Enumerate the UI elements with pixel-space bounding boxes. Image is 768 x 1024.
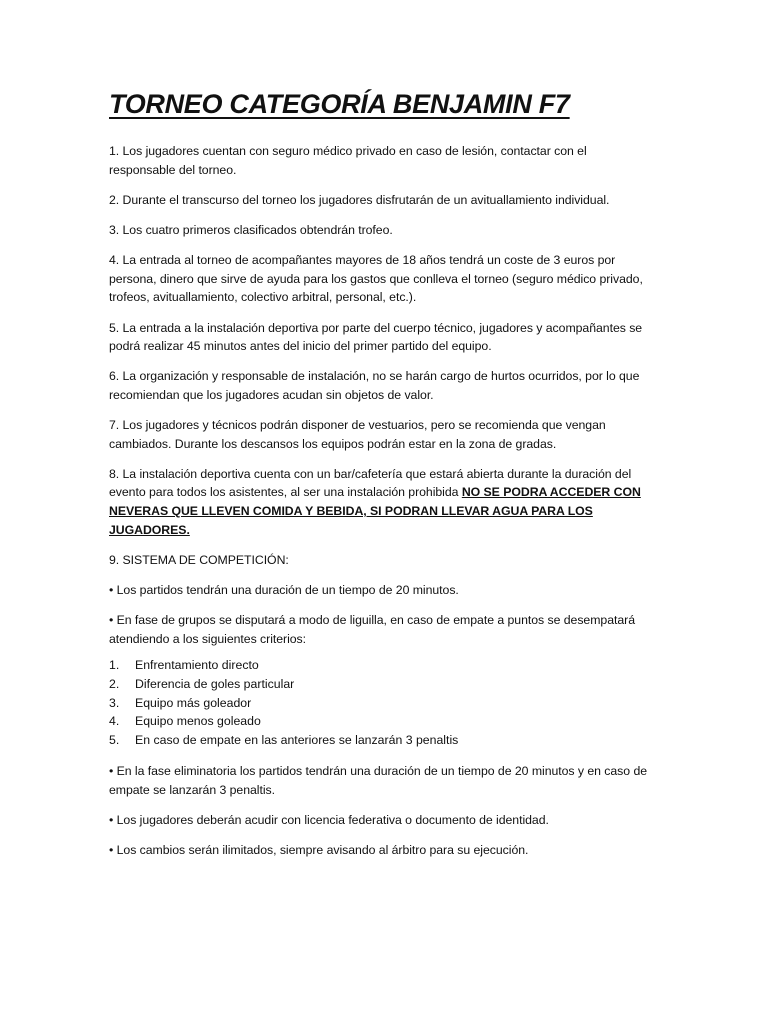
rule-5: 5. La entrada a la instalación deportiva por parte del cuerpo técnico, jugadores y acompañantes se podrá realizar 45 minutos antes del inicio del primer partido del equipo. bbox=[109, 320, 643, 354]
list-item bbox=[109, 656, 654, 675]
rule-8-emphasis: NO SE PODRA ACCEDER CON NEVERAS QUE LLEVEN COMIDA Y BEBIDA, SI PODRAN LLEVAR AGUA PARA LOS JUGADORES. bbox=[109, 485, 641, 537]
rule-6: 6. La organización y responsable de instalación, no se harán cargo de hurtos ocurridos, por lo que recomiendan que los jugadores acudan sin objetos de valor. bbox=[109, 369, 640, 402]
rule-4: 4. La entrada al torneo de acompañantes mayores de 18 años tendrá un coste de 3 euros por persona, dinero que sirve de ayuda para los gastos que conlleva el torneo (seguro médico privado, trofeos, avituallamiento, colectivo arbitral, personal, etc.). bbox=[109, 253, 643, 305]
list-number: 4. bbox=[109, 714, 120, 729]
list-number: 2. bbox=[109, 676, 120, 691]
list-text: Diferencia de goles particular bbox=[135, 676, 295, 691]
rule-8 bbox=[109, 465, 654, 539]
list-text: Equipo más goleador bbox=[135, 695, 252, 710]
list-text: Enfrentamiento directo bbox=[135, 658, 259, 672]
list-item bbox=[109, 694, 654, 713]
bullet-changes: • Los cambios serán ilimitados, siempre avisando al árbitro para su ejecución. bbox=[109, 842, 529, 857]
list-text: En caso de empate en las anteriores se lanzarán 3 penaltis bbox=[135, 733, 459, 748]
tiebreak-criteria-list bbox=[109, 656, 654, 750]
rule-8-text: 8. La instalación deportiva cuenta con un bar/cafetería que estará abierta durante la duración del evento para todos los asistentes, al ser una instalación prohibida bbox=[109, 466, 632, 500]
list-number: 1. bbox=[109, 658, 120, 672]
document-title: TORNEO CATEGORÍA BENJAMIN F7 bbox=[109, 89, 570, 119]
list-item bbox=[109, 675, 654, 694]
rule-1: 1. Los jugadores cuentan con seguro médico privado en caso de lesión, contactar con el responsable del torneo. bbox=[109, 144, 587, 177]
section-9-heading: 9. SISTEMA DE COMPETICIÓN: bbox=[109, 552, 289, 567]
list-number: 3. bbox=[109, 695, 120, 710]
list-item bbox=[109, 712, 654, 731]
bullet-license: • Los jugadores deberán acudir con licencia federativa o documento de identidad. bbox=[109, 812, 549, 827]
rule-7: 7. Los jugadores y técnicos podrán disponer de vestuarios, pero se recomienda que vengan cambiados. Durante los descansos los equipos podrán estar en la zona de gradas. bbox=[109, 418, 606, 451]
bullet-knockout: • En la fase eliminatoria los partidos tendrán una duración de un tiempo de 20 minutos y en caso de empate se lanzarán 3 penaltis. bbox=[109, 763, 648, 797]
document-page bbox=[109, 84, 654, 871]
rule-2: 2. Durante el transcurso del torneo los jugadores disfrutarán de un avituallamiento individual. bbox=[109, 192, 610, 207]
rule-3: 3. Los cuatro primeros clasificados obtendrán trofeo. bbox=[109, 222, 393, 237]
list-text: Equipo menos goleado bbox=[135, 714, 261, 729]
bullet-duration: • Los partidos tendrán una duración de un tiempo de 20 minutos. bbox=[109, 583, 459, 598]
list-number: 5. bbox=[109, 733, 120, 748]
list-item bbox=[109, 731, 654, 750]
bullet-groups: • En fase de grupos se disputará a modo de liguilla, en caso de empate a puntos se desempatará atendiendo a los siguientes criterios: bbox=[109, 613, 635, 646]
